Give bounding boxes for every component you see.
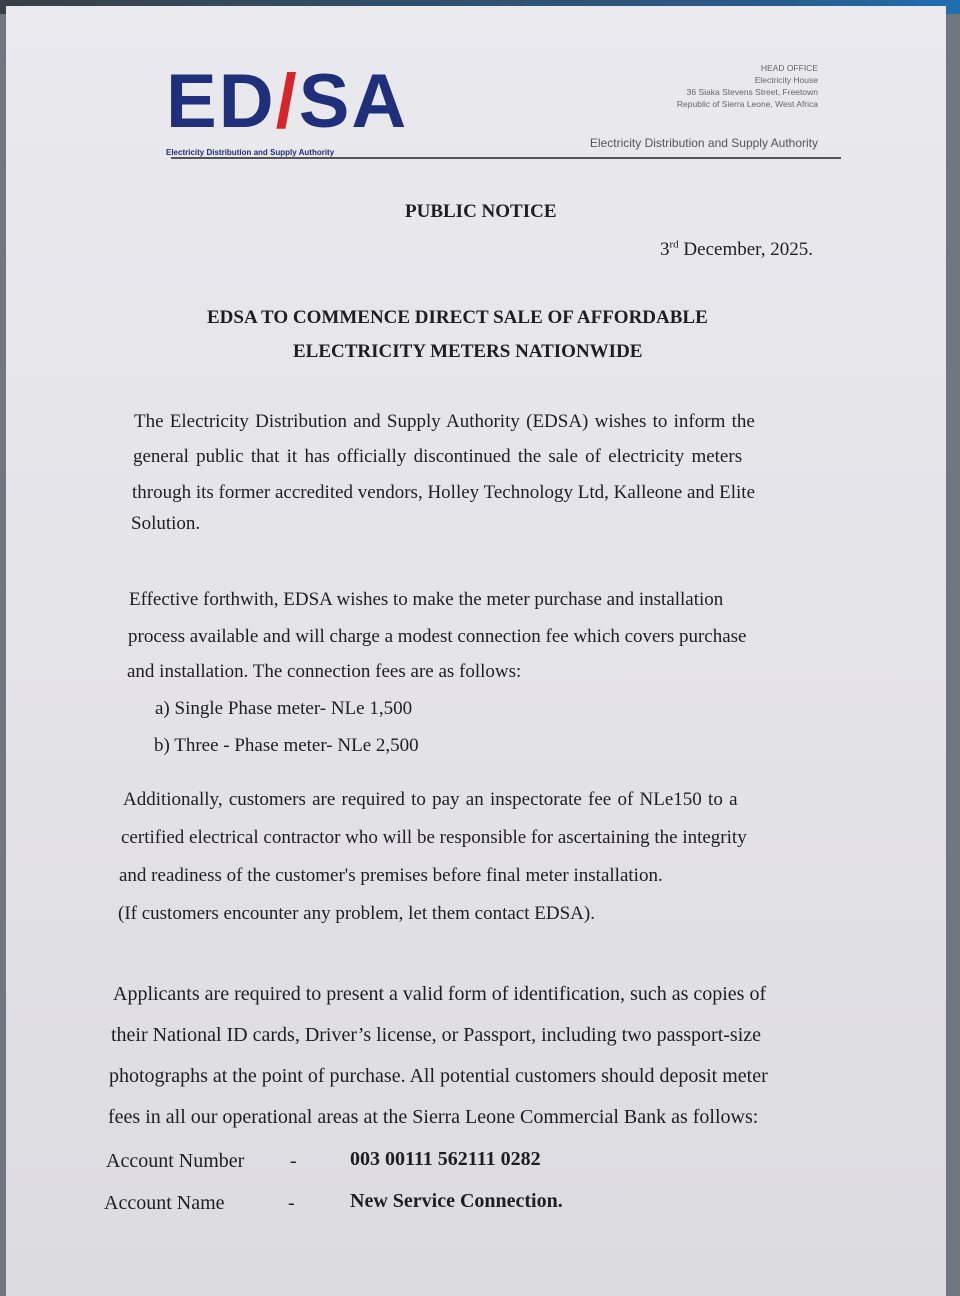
para1-line: through its former accredited vendors, Holley Technology Ltd, Kalleone and Elite: [132, 482, 756, 503]
account-name: New Service Connection.: [350, 1190, 563, 1212]
account-number: 003 00111 562111 0282: [350, 1148, 541, 1170]
head-office-address: [677, 62, 818, 110]
para1-line: The Electricity Distribution and Supply Authority (EDSA) wishes to inform the: [134, 411, 755, 432]
account-number-label: Account Number: [106, 1150, 245, 1172]
date-suffix: rd: [669, 238, 679, 251]
address-line: Republic of Sierra Leone, West Africa: [676, 99, 818, 109]
fee-item: a) Single Phase meter- NLe 1,500: [155, 698, 413, 719]
para3-line: Additionally, customers are required to pay an inspectorate fee of NLe150 to a: [123, 789, 738, 810]
dash: -: [290, 1150, 297, 1172]
para4-line: fees in all our operational areas at the Sierra Leone Commercial Bank as follows:: [108, 1106, 759, 1128]
para3-line: certified electrical contractor who will be responsible for ascertaining the integrity: [121, 827, 747, 848]
para1-line: Solution.: [131, 513, 201, 534]
date-rest: December, 2025.: [678, 239, 813, 260]
address-line: Electricity House: [754, 75, 818, 85]
notice-type: PUBLIC NOTICE: [405, 201, 557, 222]
address-line: 36 Siaka Stevens Street, Freetown: [686, 87, 818, 97]
para3-line: (If customers encounter any problem, let them contact EDSA).: [118, 903, 595, 924]
para4-line: photographs at the point of purchase. All potential customers should deposit meter: [109, 1065, 768, 1087]
address-line: HEAD OFFICE: [760, 63, 818, 73]
headline-line: ELECTRICITY METERS NATIONWIDE: [293, 341, 643, 362]
fee-item: b) Three - Phase meter- NLe 2,500: [154, 735, 419, 756]
edsa-logo: ED/SA Electricity Distribution and Supply Authority: [166, 59, 409, 157]
para3-line: and readiness of the customer's premises before final meter installation.: [119, 865, 663, 886]
logo-subtitle: Electricity Distribution and Supply Authority: [166, 148, 335, 157]
date-day: 3: [660, 239, 670, 260]
para2-line: and installation. The connection fees are as follows:: [127, 661, 522, 682]
authority-name: Electricity Distribution and Supply Authority: [589, 136, 818, 150]
notice-date: [660, 238, 813, 261]
para4-line: their National ID cards, Driver’s license, or Passport, including two passport-size: [111, 1024, 762, 1046]
headline-line: EDSA TO COMMENCE DIRECT SALE OF AFFORDABLE: [207, 307, 708, 328]
dash: -: [288, 1192, 295, 1214]
para4-line: Applicants are required to present a valid form of identification, such as copies of: [113, 983, 767, 1005]
para2-line: process available and will charge a modest connection fee which covers purchase: [128, 626, 747, 647]
para2-line: Effective forthwith, EDSA wishes to make the meter purchase and installation: [129, 589, 724, 610]
letterhead-divider: [171, 157, 841, 159]
para1-line: general public that it has officially discontinued the sale of electricity meters: [133, 446, 743, 467]
account-name-label: Account Name: [104, 1192, 225, 1214]
